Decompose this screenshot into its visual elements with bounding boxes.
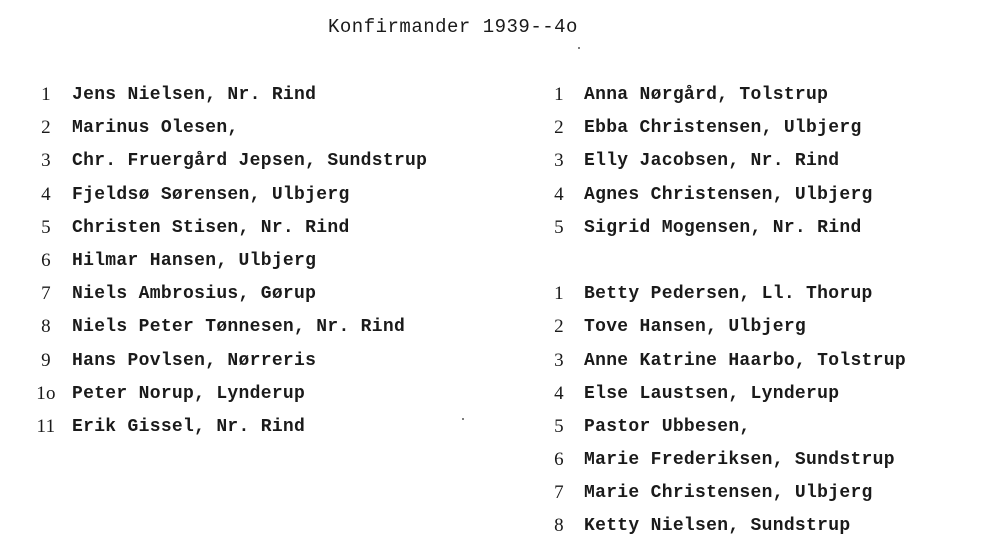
item-name: Hans Povlsen, Nørreris <box>72 350 317 371</box>
list-item <box>534 182 994 215</box>
item-number: 2 <box>41 117 51 139</box>
item-number: 4 <box>554 183 564 205</box>
item-number: 5 <box>554 415 564 437</box>
boys-list <box>20 82 520 447</box>
list-item <box>20 281 520 314</box>
item-name: Betty Pedersen, Ll. Thorup <box>584 284 873 305</box>
list-item <box>534 447 994 480</box>
document-title: Konfirmander 1939--4o <box>328 16 578 38</box>
item-number: 8 <box>554 515 564 537</box>
item-name: Fjeldsø Sørensen, Ulbjerg <box>72 184 350 205</box>
list-item <box>20 182 520 215</box>
list-item <box>20 215 520 248</box>
list-item <box>534 414 994 447</box>
item-number: 5 <box>41 216 51 238</box>
list-item <box>534 314 994 347</box>
item-name: Elly Jacobsen, Nr. Rind <box>584 151 840 172</box>
group-spacer <box>534 248 994 281</box>
list-item <box>534 148 994 181</box>
list-item <box>20 381 520 414</box>
item-number: 7 <box>41 283 51 305</box>
item-name: Sigrid Mogensen, Nr. Rind <box>584 217 862 238</box>
list-item <box>534 480 994 513</box>
item-number: 1o <box>36 382 56 404</box>
list-item <box>20 414 520 447</box>
item-name: Agnes Christensen, Ulbjerg <box>584 184 873 205</box>
scan-speck <box>578 47 580 49</box>
item-number: 2 <box>554 316 564 338</box>
item-name: Ebba Christensen, Ulbjerg <box>584 118 862 139</box>
item-name: Tove Hansen, Ulbjerg <box>584 317 807 338</box>
item-name: Erik Gissel, Nr. Rind <box>72 416 306 437</box>
list-item <box>534 281 994 314</box>
list-item <box>20 314 520 347</box>
item-name: Niels Peter Tønnesen, Nr. Rind <box>72 317 406 338</box>
girls-list <box>534 82 994 547</box>
item-number: 3 <box>41 150 51 172</box>
list-item <box>534 82 994 115</box>
item-number: 1 <box>41 84 51 105</box>
item-name: Ketty Nielsen, Sundstrup <box>584 516 851 537</box>
item-name: Marie Christensen, Ulbjerg <box>584 483 873 504</box>
item-name: Pastor Ubbesen, <box>584 416 751 437</box>
list-item <box>534 215 994 248</box>
item-name: Chr. Fruergård Jepsen, Sundstrup <box>72 151 428 172</box>
list-item <box>534 381 994 414</box>
item-number: 4 <box>41 183 51 205</box>
item-name: Marinus Olesen, <box>72 118 239 139</box>
item-number: 7 <box>554 482 564 504</box>
list-item <box>534 115 994 148</box>
list-item <box>20 148 520 181</box>
list-item <box>20 348 520 381</box>
item-name: Christen Stisen, Nr. Rind <box>72 217 350 238</box>
item-number: 8 <box>41 316 51 338</box>
item-name: Jens Nielsen, Nr. Rind <box>72 85 317 105</box>
item-name: Niels Ambrosius, Gørup <box>72 284 317 305</box>
item-number: 6 <box>41 249 51 271</box>
item-name: Anne Katrine Haarbo, Tolstrup <box>584 350 906 371</box>
list-item <box>534 348 994 381</box>
scan-speck <box>462 418 464 420</box>
item-name: Anna Nørgård, Tolstrup <box>584 85 829 105</box>
list-item <box>534 513 994 546</box>
item-number: 3 <box>554 150 564 172</box>
item-number: 3 <box>554 349 564 371</box>
item-name: Else Laustsen, Lynderup <box>584 383 840 404</box>
item-number: 6 <box>554 449 564 471</box>
item-number: 4 <box>554 382 564 404</box>
item-number: 2 <box>554 117 564 139</box>
item-name: Peter Norup, Lynderup <box>72 383 306 404</box>
item-name: Hilmar Hansen, Ulbjerg <box>72 250 317 271</box>
item-number: 5 <box>554 216 564 238</box>
list-item <box>20 115 520 148</box>
item-name: Marie Frederiksen, Sundstrup <box>584 450 895 471</box>
item-number: 1 <box>554 84 564 105</box>
item-number: 9 <box>41 349 51 371</box>
list-item <box>20 248 520 281</box>
item-number: 1 <box>554 283 564 305</box>
list-item <box>20 82 520 115</box>
item-number: 11 <box>36 415 56 437</box>
